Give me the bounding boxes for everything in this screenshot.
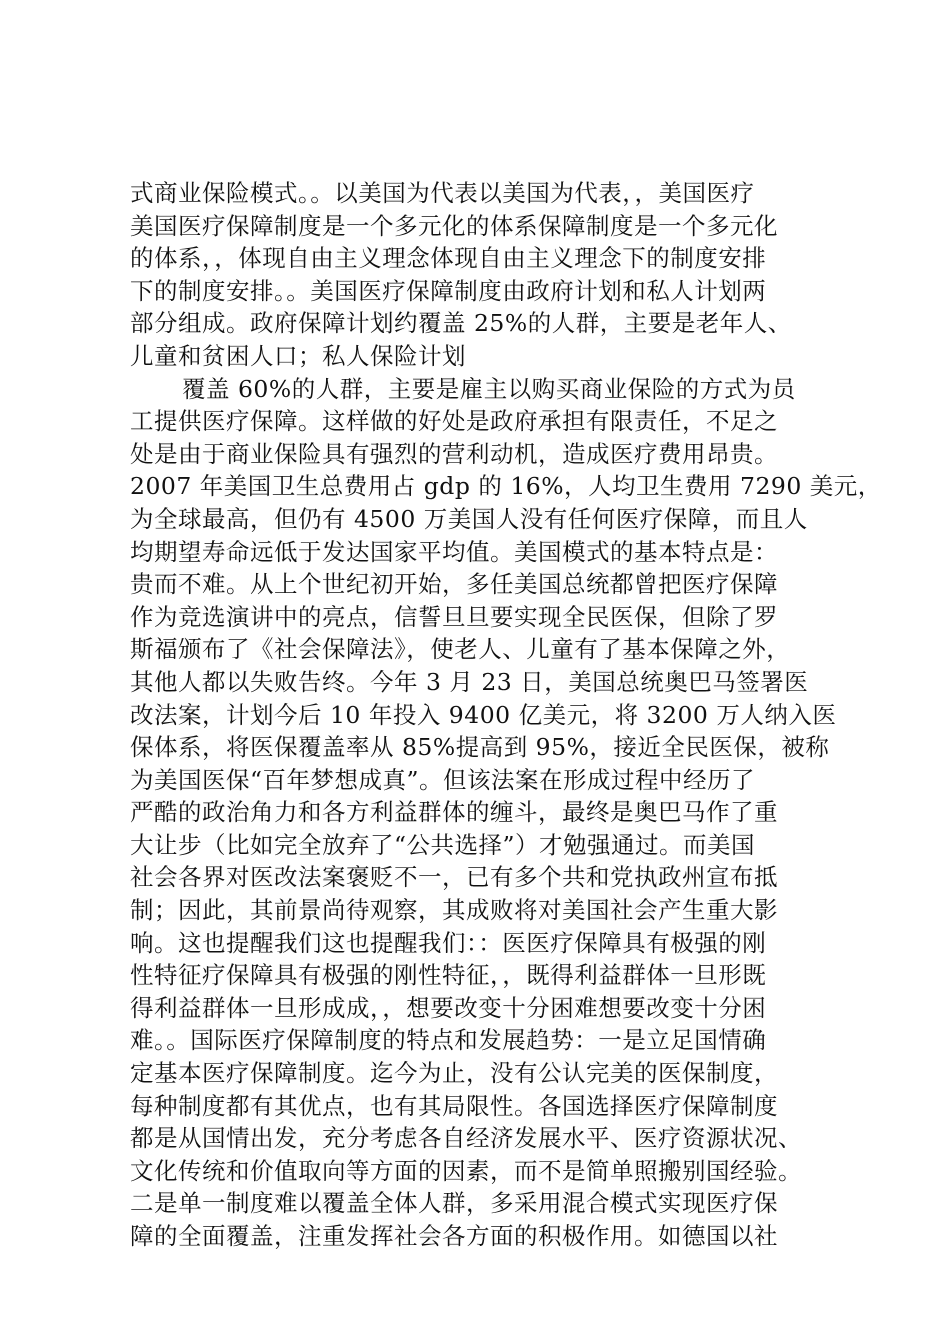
text-line: 为全球最高，但仍有 4500 万美国人没有任何医疗保障，而且人 [130, 504, 808, 533]
text-line: 斯福颁布了《社会保障法》，使老人、儿童有了基本保障之外， [130, 635, 791, 664]
document-body [130, 177, 882, 1253]
text-line: 得利益群体一旦形成成，，想要改变十分困难想要改变十分困 [130, 993, 767, 1022]
text-line: 社会各界对医改法案褒贬不一，已有多个共和党执政州宣布抵 [130, 863, 778, 892]
text-line: 障的全面覆盖，注重发挥社会各方面的积极作用。如德国以社 [130, 1222, 778, 1250]
text-line: 性特征疗保障具有极强的刚性特征，，既得利益群体一旦形既 [130, 961, 767, 990]
text-line: 为美国医保“百年梦想成真”。但该法案在形成过程中经历了 [130, 765, 756, 794]
text-line: 其他人都以失败告终。今年 3 月 23 日，美国总统奥巴马签署医 [130, 667, 809, 696]
text-line: 制；因此，其前景尚待观察，其成败将对美国社会产生重大影 [130, 896, 778, 925]
text-line: 式商业保险模式。。以美国为代表以美国为代表，，美国医疗 [130, 179, 755, 207]
text-line: 每种制度都有其优点，也有其局限性。各国选择医疗保障制度 [130, 1091, 778, 1120]
text-line: 严酷的政治角力和各方利益群体的缠斗，最终是奥巴马作了重 [130, 798, 778, 827]
text-line: 作为竞选演讲中的亮点，信誓旦旦要实现全民医保，但除了罗 [130, 602, 778, 631]
text-line: 保体系，将医保覆盖率从 85%提高到 95%，接近全民医保，被称 [130, 733, 830, 762]
text-line: 大让步（比如完全放弃了“公共选择”）才勉强通过。而美国 [130, 830, 756, 859]
text-line: 处是由于商业保险具有强烈的营利动机，造成医疗费用昂贵。 [130, 439, 778, 468]
text-line: 部分组成。政府保障计划约覆盖 25%的人群，主要是老年人、 [130, 309, 792, 338]
text-line: 均期望寿命远低于发达国家平均值。美国模式的基本特点是： [130, 537, 778, 566]
text-line: 下的制度安排。。美国医疗保障制度由政府计划和私人计划两 [130, 276, 767, 305]
text-line: 二是单一制度难以覆盖全体人群，多采用混合模式实现医疗保 [130, 1189, 778, 1218]
text-line: 儿童和贫困人口；私人保险计划 [130, 341, 466, 370]
text-line: 都是从国情出发，充分考虑各自经济发展水平、医疗资源状况、 [130, 1124, 802, 1153]
text-line: 2007 年美国卫生总费用占 gdp 的 16%，人均卫生费用 7290 美元， [130, 472, 882, 501]
text-line: 覆盖 60%的人群，主要是雇主以购买商业保险的方式为员 [182, 374, 796, 403]
text-line: 工提供医疗保障。这样做的好处是政府承担有限责任，不足之 [130, 407, 778, 436]
text-line: 响。这也提醒我们这也提醒我们：：医医疗保障具有极强的刚 [130, 928, 767, 957]
text-line: 难。。国际医疗保障制度的特点和发展趋势：一是立足国情确 [130, 1026, 767, 1055]
text-line: 定基本医疗保障制度。迄今为止，没有公认完美的医保制度， [130, 1059, 778, 1088]
text-line: 美国医疗保障制度是一个多元化的体系保障制度是一个多元化 [130, 211, 778, 240]
text-line: 贵而不难。从上个世纪初开始，多任美国总统都曾把医疗保障 [130, 570, 778, 599]
text-line: 文化传统和价值取向等方面的因素，而不是简单照搬别国经验。 [130, 1156, 802, 1185]
text-line: 的体系，，体现自由主义理念体现自由主义理念下的制度安排 [130, 244, 767, 273]
text-line: 改法案，计划今后 10 年投入 9400 亿美元，将 3200 万人纳入医 [130, 700, 837, 729]
